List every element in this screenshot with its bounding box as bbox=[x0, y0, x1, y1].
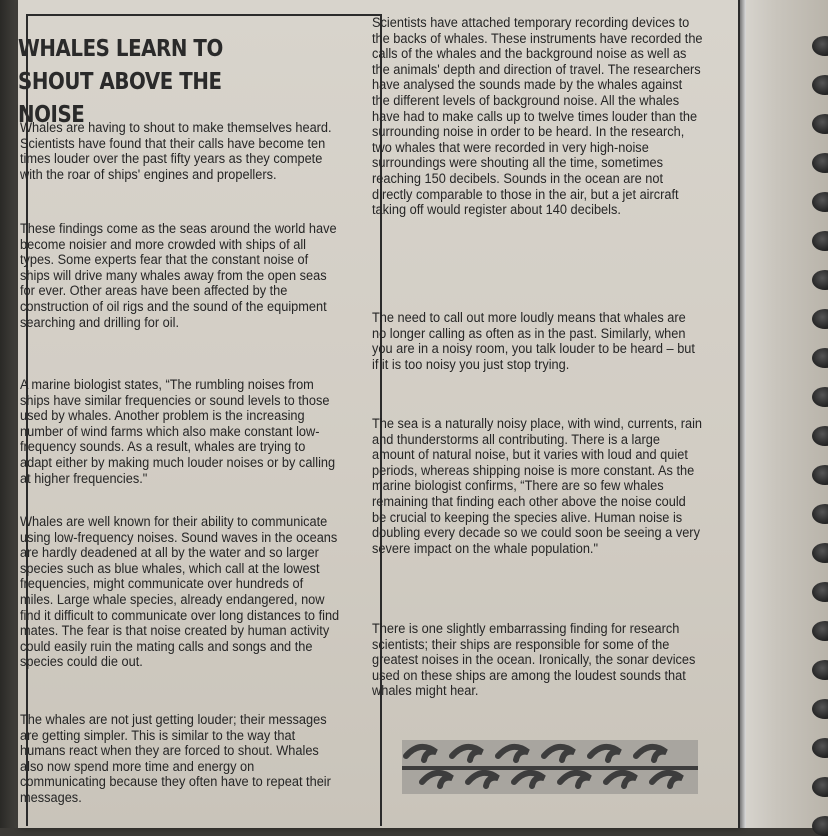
right-paragraph-1: Scientists have attached temporary recording devices to the backs of whales. These instruments have recorded the calls of the whales and the background noise as well as the animals' depth and direction of travel. The researchers have analysed the sounds made by the whales against the different levels of background noise. All the whales have had to make calls up to twelve times louder than the surrounding noise in order to be heard. In the research, two whales that were recorded in very high-noise surroundings were shouting all the time, sometimes reaching 150 decibels. Sounds in the ocean are not directly comparable to those in the air, but a jet aircraft taking off would register about 140 decibels. bbox=[372, 15, 703, 219]
right-paragraph-2: The need to call out more loudly means that whales are no longer calling as often as in the past. Similarly, when you are in a noisy room, you talk louder to be heard – but if it is too noisy you just stop trying. bbox=[372, 310, 695, 373]
left-paragraph-3: A marine biologist states, “The rumbling noises from ships have similar frequencies or sound levels to those used by whales. Another problem is the increasing number of wind farms which also make constant low-frequency sounds. As a result, whales are trying to adapt either by making much louder noises or by calling at higher frequencies." bbox=[20, 377, 336, 487]
left-paragraph-1: Whales are having to shout to make themselves heard. Scientists have found that their calls have become ten times louder over the past fifty years as they compete with the roar of ships' engines and propellers. bbox=[20, 120, 332, 183]
title-line-1: WHALES LEARN TO bbox=[18, 36, 223, 62]
binding-edge bbox=[740, 0, 746, 828]
right-paragraph-3: The sea is a naturally noisy place, with wind, currents, rain and thunderstorms all contributing. There is a large amount of natural noise, but it varies with loud and quiet periods, whereas shipping noise is more constant. As the marine biologist confirms, “There are so few whales remaining that finding each other above the noise could be crucial to keeping the species alive. Human noise is doubling every decade so we could soon be seeing a very severe impact on the whale population." bbox=[372, 416, 703, 557]
left-paragraph-2: These findings come as the seas around the world have become noisier and more crowded with ships of all types. Some experts fear that the constant noise of ships will drive many whales away from the open seas for ever. Other areas have been affected by the construction of oil rigs and the sound of the equipment searching and drilling for oil. bbox=[20, 221, 337, 331]
left-paragraph-4: Whales are well known for their ability to communicate using low-frequency noises. Sound waves in the oceans are hardly deadened at all by the water and so larger species such as blue whales, which call at the lowest frequencies, might communicate over hundreds of miles. Large whale species, already endangered, now find it difficult to communicate over long distances to find mates. The fear is that noise created by human activity could easily ruin the mating calls and songs and the species could die out. bbox=[20, 514, 340, 671]
waves-icon bbox=[402, 736, 702, 796]
wave-band bbox=[402, 766, 698, 770]
left-paragraph-5: The whales are not just getting louder; their messages are getting simpler. This is similar to the way that humans react when they are forced to shout. Whales also now spend more time and energy on communicating because they often have to repeat their messages. bbox=[20, 712, 331, 806]
title-line-2: SHOUT ABOVE THE NOISE bbox=[18, 69, 222, 128]
right-paragraph-4: There is one slightly embarrassing finding for research scientists; their ships are responsible for some of the greatest noises in the ocean. Ironically, the sonar devices used on these ships are among the loudest sounds that whales might hear. bbox=[372, 621, 696, 700]
article-title bbox=[18, 33, 293, 132]
binding-ring bbox=[812, 816, 828, 836]
